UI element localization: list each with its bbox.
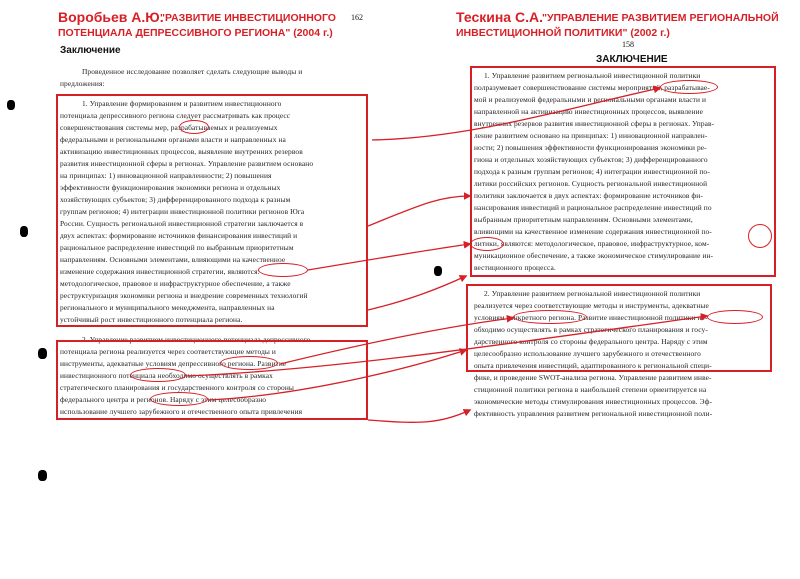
right-text-line: опыта привлечения инвестиций, адаптированного к региональной специ- xyxy=(474,361,712,370)
right-word-ellipse xyxy=(707,310,763,324)
left-text-line: потенциала депрессивного региона следует рассматривать как процесс xyxy=(60,111,291,120)
right-text-line: стиционной политики региона в наибольшей степени ориентируется на xyxy=(474,385,707,394)
right-word-ellipse xyxy=(748,224,772,248)
right-text-line: гиона и отдельных хозяйствующих субъектов; 3) дифференцированного xyxy=(474,155,708,164)
left-text-line: рациональное распределение инвестиций по выбранным приоритетным xyxy=(60,243,294,252)
right-text-line: условиям конкретного региона. Развитие инвестиционной политики не- xyxy=(474,313,708,322)
left-author: Воробьев А.Ю. xyxy=(58,9,164,25)
right-text-line: муникационное обеспечение, а также экономическое стимулирование ин- xyxy=(474,251,714,260)
right-author: Тескина С.А. xyxy=(456,9,543,25)
left-text-line: активизацию инвестиционных процессов, выявление внутренних резервов xyxy=(60,147,303,156)
right-text-line: фективность управления развитием региональной инвестиционной поли- xyxy=(474,409,713,418)
left-text-line: совершенствования системы мер, разрабатываемых и реализуемых xyxy=(60,123,278,132)
left-text-line: эффективности функционирования экономики региона и отдельных xyxy=(60,183,281,192)
left-text-line: 2. Управление развитием инвестиционного потенциала депрессивного xyxy=(82,335,311,344)
left-text-line: изменение содержания инвестиционной стратегии, являются: xyxy=(60,267,260,276)
right-word-ellipse xyxy=(660,80,718,94)
right-text-line: влияющими на качественное изменение содержания инвестиционной по- xyxy=(474,227,712,236)
right-text-line: полразумевает совершенствование системы мероприятий, разрабатывае- xyxy=(474,83,710,92)
right-text-line: ности; 2) повышения эффективности функционирования экономики ре- xyxy=(474,143,707,152)
right-text-line: направленной на активизацию инвестиционных процессов, выявление xyxy=(474,107,704,116)
right-text-line: обходимо осуществлять в рамках стратегического планирования и госу- xyxy=(474,325,708,334)
scan-speck xyxy=(20,226,28,237)
right-paragraph-2-highlight-box xyxy=(466,284,772,372)
left-text-line: федерального центра и регионов. Наряду с этим целесообразно xyxy=(60,395,267,404)
left-text-line: стратегического планирования и государственного контроля со стороны xyxy=(60,383,294,392)
left-text-line: инструменты, адекватные условиям депрессивного региона. Развитие xyxy=(60,359,287,368)
right-text-line: внутренних резервов развития инвестиционной сферы в регионах. Управ- xyxy=(474,119,715,128)
left-word-ellipse xyxy=(258,263,308,277)
left-text-line: развития инвестиционной сферы в регионах. Управление развитием основано xyxy=(60,159,314,168)
scan-speck xyxy=(7,100,15,110)
left-text-line: устойчивый рост инвестиционного потенциала региона. xyxy=(60,315,243,324)
left-text-line: методологическое, правовое и инфраструктурное обеспечение, а также xyxy=(60,279,291,288)
right-text-line: литики российских регионов. Сущность региональной инвестиционной xyxy=(474,179,708,188)
right-text-line: политики заключается в двух аспектах: формирование источников фи- xyxy=(474,191,703,200)
right-text-line: целесообразно использование лучшего зарубежного и отечественного xyxy=(474,349,701,358)
right-text-line: выбранным приоритетным направлениям. Основными элементами, xyxy=(474,215,693,224)
right-word-ellipse xyxy=(513,310,587,324)
left-text-line: группам регионов; 4) интеграции инвестиционной политики регионов Юга xyxy=(60,207,305,216)
right-word-ellipse xyxy=(470,237,504,251)
left-text-line: использование лучшего зарубежного и отечественного опыта привлечения xyxy=(60,407,303,416)
left-paragraph-2-highlight-box xyxy=(56,340,368,420)
left-text-line: России. Сущность региональной инвестиционной стратегии заключается в xyxy=(60,219,304,228)
left-title-line2: ПОТЕНЦИАЛА ДЕПРЕССИВНОГО РЕГИОНА" (2004 г.) xyxy=(58,27,333,39)
left-text-line: направлениям. Основными элементами, влияющими на качественное xyxy=(60,255,286,264)
scan-speck xyxy=(38,470,47,481)
right-paragraph-1-highlight-box xyxy=(470,66,776,277)
left-text-line: на принципах: 1) инновационной направленности; 2) повышения xyxy=(60,171,272,180)
left-text-line: двух аспектах: формирование источников финансирования инвестиций и xyxy=(60,231,298,240)
left-text-line: регионального и муниципального менеджмента, направленных на xyxy=(60,303,275,312)
right-text-line: ление развитием основано на принципах: 1) инновационной направлен- xyxy=(474,131,708,140)
right-text-line: нансирования инвестиций и рациональное распределение инвестиций по xyxy=(474,203,712,212)
right-page-number: 158 xyxy=(622,40,634,49)
left-text-line: потенциала региона реализуется через соответствующие методы и xyxy=(60,347,276,356)
left-word-ellipse xyxy=(179,120,209,134)
left-word-ellipse xyxy=(220,356,278,370)
left-word-ellipse xyxy=(130,368,186,382)
left-title-line1: "РАЗВИТИЕ ИНВЕСТИЦИОННОГО xyxy=(160,12,336,24)
right-title-line2: ИНВЕСТИЦИОННОЙ ПОЛИТИКИ" (2002 г.) xyxy=(456,27,670,39)
left-paragraph-1-highlight-box xyxy=(56,94,368,327)
right-text-line: реализуется через соответствующие методы и инструменты, адекватные xyxy=(474,301,709,310)
right-text-line: мой и реализуемой федеральными и региональными органами власти и xyxy=(474,95,707,104)
left-heading: Заключение xyxy=(60,45,121,56)
left-word-ellipse xyxy=(150,392,208,406)
right-text-line: экономические методы стимулирования инвестиционных процессов. Эф- xyxy=(474,397,713,406)
right-heading: ЗАКЛЮЧЕНИЕ xyxy=(596,54,668,65)
left-text-line: предложения: xyxy=(60,79,105,88)
left-text-line: инвестиционного потенциала необходимо осуществлять в рамках xyxy=(60,371,273,380)
right-text-line: 1. Управление развитием региональной инвестиционной политики xyxy=(484,71,701,80)
left-text-line: федеральными и региональными органами власти и направленных на xyxy=(60,135,286,144)
right-text-line: подхода к разным группам регионов; 4) интеграции инвестиционной по- xyxy=(474,167,710,176)
right-title-line1: "УПРАВЛЕНИЕ РАЗВИТИЕМ РЕГИОНАЛЬНОЙ xyxy=(542,12,779,24)
scan-speck xyxy=(434,266,442,276)
scan-speck xyxy=(38,348,47,359)
left-text-line: Проведенное исследование позволяет сделать следующие выводы и xyxy=(82,67,303,76)
left-text-line: хозяйствующих субъектов; 3) дифференцированного подхода к разным xyxy=(60,195,291,204)
right-text-line: дарственного контроля со стороны федерального центра. Наряду с этим xyxy=(474,337,708,346)
left-text-line: реструктуризация экономики региона и внедрение современных технологий xyxy=(60,291,308,300)
right-text-line: фике, и проведение SWOT-анализа региона. Управление развитием инве- xyxy=(474,373,712,382)
right-text-line: вестиционного процесса. xyxy=(474,263,556,272)
right-text-line: 2. Управление развитием региональной инвестиционной политики xyxy=(484,289,701,298)
left-text-line: 1. Управление формированием и развитием инвестиционного xyxy=(82,99,282,108)
left-page-number: 162 xyxy=(351,13,363,22)
right-text-line: литики, являются: методологическое, правовое, инфраструктурное, ком- xyxy=(474,239,710,248)
